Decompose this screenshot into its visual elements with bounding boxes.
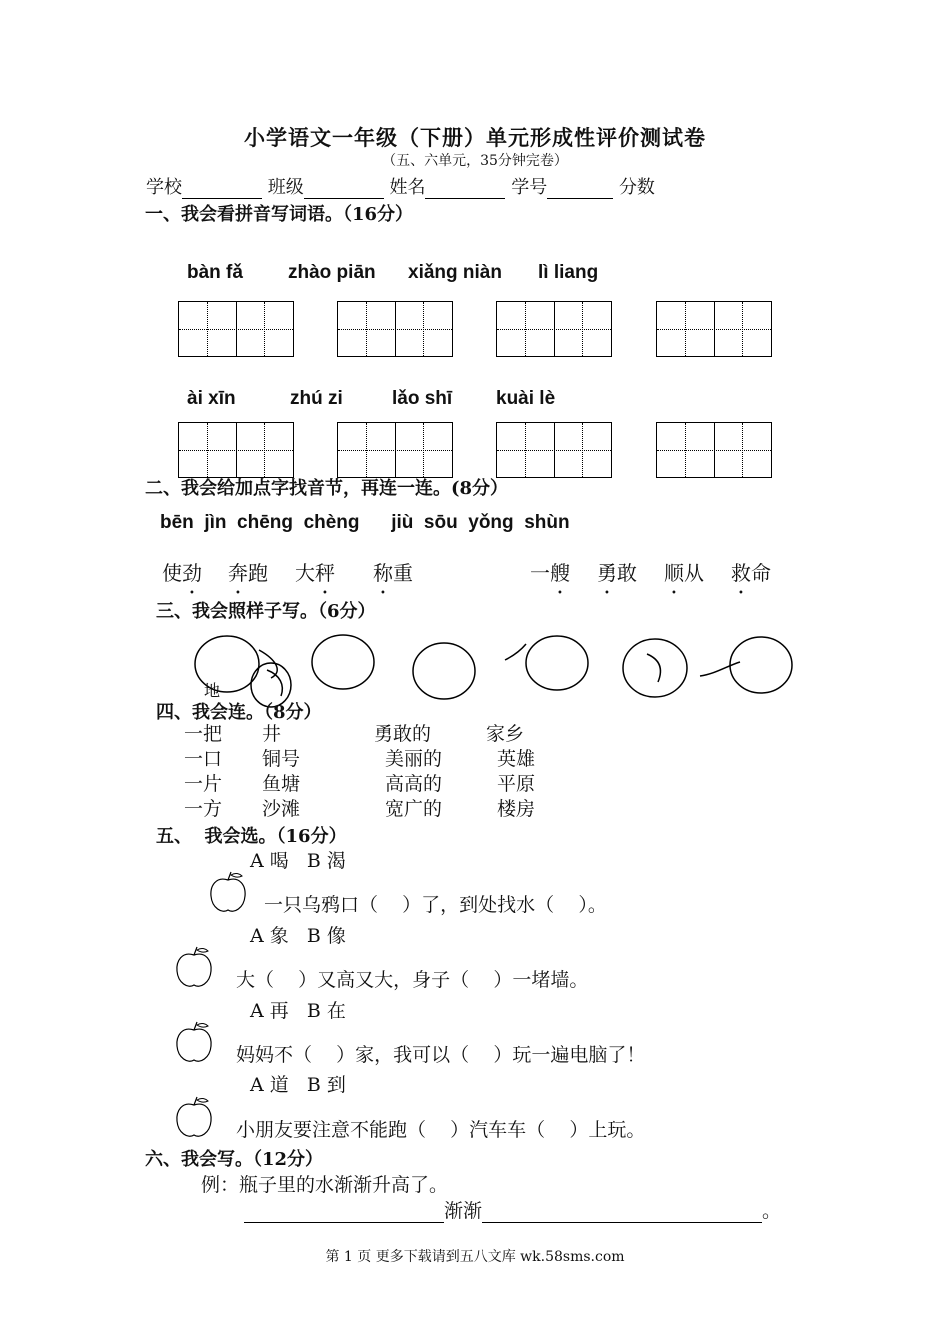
writing-grid[interactable] (656, 301, 772, 357)
name-blank[interactable] (425, 180, 505, 199)
options-4: A 道 B 到 (250, 1074, 346, 1096)
sentence-3: 妈妈不（ ）家，我可以（ ）玩一遍电脑了！ (236, 1044, 646, 1066)
dotted-char: 劲 (182, 561, 202, 585)
options-1: A 喝 B 渴 (250, 850, 346, 872)
writing-grid[interactable] (178, 422, 294, 478)
page-footer: 第 1 页 更多下载请到五八文库 wk.58sms.com (325, 1249, 625, 1265)
label-name: 姓名 (389, 177, 426, 198)
page-subtitle: （五、六单元，35分钟完卷） (382, 153, 568, 169)
school-blank[interactable] (182, 180, 262, 199)
col3-item: 宽广的 (385, 798, 443, 820)
example-character: 地 (204, 681, 221, 700)
page-title: 小学语文一年级（下册）单元形成性评价测试卷 (244, 125, 706, 150)
col4-list (486, 722, 535, 822)
pinyin-2: zhào piān (288, 262, 376, 283)
pinyin-6: zhú zi (290, 388, 343, 409)
dotted-char: 艘 (550, 561, 570, 585)
word-item: 奔跑 (228, 561, 268, 585)
section4-heading: 四、我会连。（8分） (156, 702, 322, 723)
options-3: A 再 B 在 (250, 1000, 346, 1022)
col2-item: 铜号 (262, 748, 301, 770)
label-score: 分数 (618, 177, 655, 198)
end-punctuation: 。 (762, 1200, 782, 1222)
col4-item: 楼房 (497, 798, 536, 820)
answer-blank-2[interactable] (482, 1204, 762, 1223)
col3-item: 高高的 (385, 773, 443, 795)
col1-item: 一方 (184, 798, 223, 820)
answer-blank-1[interactable] (244, 1204, 444, 1223)
writing-grid[interactable] (337, 301, 453, 357)
apple-icon (174, 945, 214, 991)
section5-heading: 五、 我会选。（16分） (156, 826, 347, 847)
dotted-char: 奔 (228, 561, 248, 585)
section6-heading: 六、我会写。（12分） (145, 1149, 324, 1170)
sentence-2: 大（ ）又高又大，身子（ ）一堵墙。 (236, 969, 589, 991)
col1-list (184, 722, 222, 822)
col3-item: 勇敢的 (374, 723, 432, 745)
apple-icon (174, 1020, 214, 1066)
writing-grid[interactable] (656, 422, 772, 478)
word-item: 一艘 (530, 561, 570, 585)
writing-grid[interactable] (496, 422, 612, 478)
col2-item: 沙滩 (262, 798, 301, 820)
pinyin-8: kuài lè (496, 388, 556, 409)
word-item: 顺从 (664, 561, 704, 585)
dotted-char: 顺 (664, 561, 684, 585)
section6-answer-line (244, 1196, 781, 1223)
pinyin-4: lì liang (538, 262, 599, 283)
section1-heading: 一、我会看拼音写词语。（16分） (145, 204, 414, 225)
pinyin-3: xiǎng niàn (408, 262, 502, 283)
col2-item: 鱼塘 (262, 773, 301, 795)
pinyin-5: ài xīn (187, 388, 236, 409)
col4-item: 家乡 (486, 723, 525, 745)
class-blank[interactable] (304, 180, 384, 199)
word-item: 救命 (731, 561, 771, 585)
col1-item: 一口 (184, 748, 223, 770)
word-item: 勇敢 (597, 561, 637, 585)
number-blank[interactable] (547, 180, 613, 199)
writing-grid[interactable] (337, 422, 453, 478)
dotted-char: 秤 (315, 561, 335, 585)
col3-list (374, 722, 442, 822)
writing-grid[interactable] (496, 301, 612, 357)
label-number: 学号 (511, 177, 548, 198)
section2-heading: 二、我会给加点字找音节，再连一连。(8分） (145, 478, 509, 499)
section6-example: 例：瓶子里的水渐渐升高了。 (201, 1174, 449, 1196)
middle-word: 渐渐 (444, 1200, 483, 1222)
col1-item: 一片 (184, 773, 223, 795)
dotted-char: 救 (731, 561, 751, 585)
word-item: 使劲 (162, 561, 202, 585)
word-item: 大秤 (295, 561, 335, 585)
sentence-1: 一只乌鸦口（ ）了，到处找水（ ）。 (264, 894, 607, 916)
section3-heading: 三、我会照样子写。（6分） (156, 601, 376, 622)
sentence-4: 小朋友要注意不能跑（ ）汽车车（ ）上玩。 (236, 1119, 646, 1141)
apple-icon (208, 870, 248, 916)
col2-item: 井 (262, 723, 282, 745)
col2-list (262, 722, 300, 822)
options-2: A 象 B 像 (250, 925, 346, 947)
col4-item: 英雄 (497, 748, 536, 770)
pinyin-7: lǎo shī (392, 388, 453, 409)
dotted-char: 称 (373, 561, 393, 585)
label-school: 学校 (146, 177, 182, 198)
pinyin-1: bàn fǎ (187, 262, 243, 283)
label-class: 班级 (267, 177, 304, 198)
dotted-char: 勇 (597, 561, 617, 585)
writing-grid[interactable] (178, 301, 294, 357)
word-item: 称重 (373, 561, 413, 585)
col3-item: 美丽的 (385, 748, 443, 770)
col1-item: 一把 (184, 723, 223, 745)
col4-item: 平原 (497, 773, 536, 795)
section2-pinyin: bēn jìn chēng chèng jiù sōu yǒng shùn (160, 512, 570, 533)
apple-icon (174, 1095, 214, 1141)
student-info-line (146, 173, 655, 199)
